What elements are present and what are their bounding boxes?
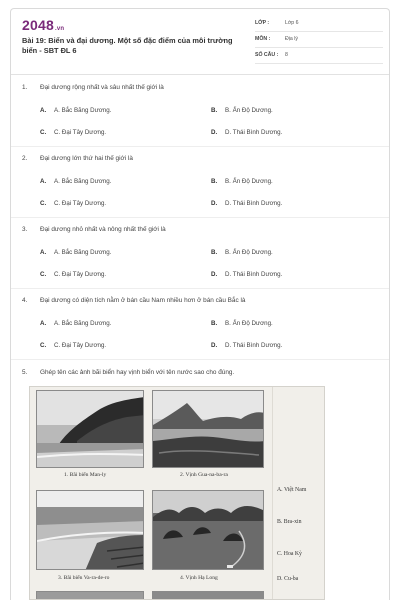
page-title: Bài 19: Biển và đại dương. Một số đặc điểm của môi trường biển - SBT ĐL 6 (22, 36, 233, 55)
photo-caption-4: 4. Vịnh Hạ Long (180, 575, 218, 581)
question-text: Đại dương nhỏ nhất và nông nhất thế giới là (40, 226, 166, 233)
question-divider (11, 146, 389, 147)
beach-photo-manly (36, 390, 144, 468)
question-divider (11, 288, 389, 289)
question-text: Ghép tên các ảnh bãi biển hay vịnh biển với tên nước sao cho đúng. (40, 369, 235, 376)
option-b[interactable]: B. B. Ấn Độ Dương. (211, 178, 273, 185)
option-d[interactable]: D. D. Thái Bình Dương. (211, 129, 283, 136)
country-option-c: C. Hoa Kỳ (277, 551, 302, 557)
question-text: Đại dương có diện tích nằm ở bán cầu Nam nhiều hơn ở bán cầu Bắc là (40, 297, 246, 304)
bay-photo-ha-long-image (153, 491, 264, 570)
question-divider (11, 359, 389, 360)
option-b[interactable]: B. B. Ấn Độ Dương. (211, 249, 273, 256)
meta-row-grade (255, 18, 383, 32)
photo-partial-6 (152, 591, 264, 600)
option-a[interactable]: A. A. Bắc Băng Dương. (40, 178, 112, 185)
option-c[interactable]: C. C. Đại Tây Dương. (40, 200, 107, 207)
photo-caption-3: 3. Bãi biển Va-ra-de-ro (58, 575, 110, 581)
option-c[interactable]: C. C. Đại Tây Dương. (40, 129, 107, 136)
meta-row-count (255, 50, 383, 64)
meta-label: MÔN : (255, 36, 271, 42)
option-d[interactable]: D. D. Thái Bình Dương. (211, 342, 283, 349)
question-text: Đại dương lớn thứ hai thế giới là (40, 155, 133, 162)
meta-info (255, 18, 383, 66)
meta-row-subject (255, 34, 383, 48)
question-5-figure (29, 386, 325, 600)
question-number: 5. (22, 369, 28, 376)
beach-photo-varadero (36, 490, 144, 570)
country-option-b: B. Bra-xin (277, 519, 302, 525)
question-number: 1. (22, 84, 28, 91)
option-b[interactable]: B. B. Ấn Độ Dương. (211, 320, 273, 327)
question-number: 3. (22, 226, 28, 233)
country-option-a: A. Việt Nam (277, 487, 307, 493)
header-divider (11, 74, 389, 75)
meta-value: Lớp 6 (285, 20, 299, 26)
question-text: Đại dương rộng nhất và sâu nhất thế giới là (40, 84, 164, 91)
question-number: 2. (22, 155, 28, 162)
option-c[interactable]: C. C. Đại Tây Dương. (40, 342, 107, 349)
photo-caption-2: 2. Vịnh Gua-na-ba-ra (180, 472, 228, 478)
meta-label: LỚP : (255, 20, 270, 26)
option-d[interactable]: D. D. Thái Bình Dương. (211, 271, 283, 278)
option-b[interactable]: B. B. Ấn Độ Dương. (211, 107, 273, 114)
bay-photo-ha-long (152, 490, 264, 570)
bay-photo-guanabara-image (153, 391, 264, 468)
document-header (11, 9, 389, 69)
option-d[interactable]: D. D. Thái Bình Dương. (211, 200, 283, 207)
site-logo[interactable]: 2048.vn (22, 17, 65, 33)
meta-value: 8 (285, 52, 288, 58)
option-a[interactable]: A. A. Bắc Băng Dương. (40, 320, 112, 327)
beach-photo-manly-image (37, 391, 144, 468)
beach-photo-varadero-image (37, 491, 144, 570)
option-a[interactable]: A. A. Bắc Băng Dương. (40, 249, 112, 256)
option-a[interactable]: A. A. Bắc Băng Dương. (40, 107, 112, 114)
photo-partial-5 (36, 591, 144, 600)
photo-caption-1: 1. Bãi biển Man-ly (64, 472, 107, 478)
country-option-d: D. Cu-ba (277, 576, 299, 582)
question-divider (11, 217, 389, 218)
question-number: 4. (22, 297, 28, 304)
option-c[interactable]: C. C. Đại Tây Dương. (40, 271, 107, 278)
bay-photo-guanabara (152, 390, 264, 468)
meta-label: SỐ CÂU : (255, 52, 279, 58)
meta-value: Địa lý (285, 36, 298, 42)
figure-divider (272, 387, 273, 599)
